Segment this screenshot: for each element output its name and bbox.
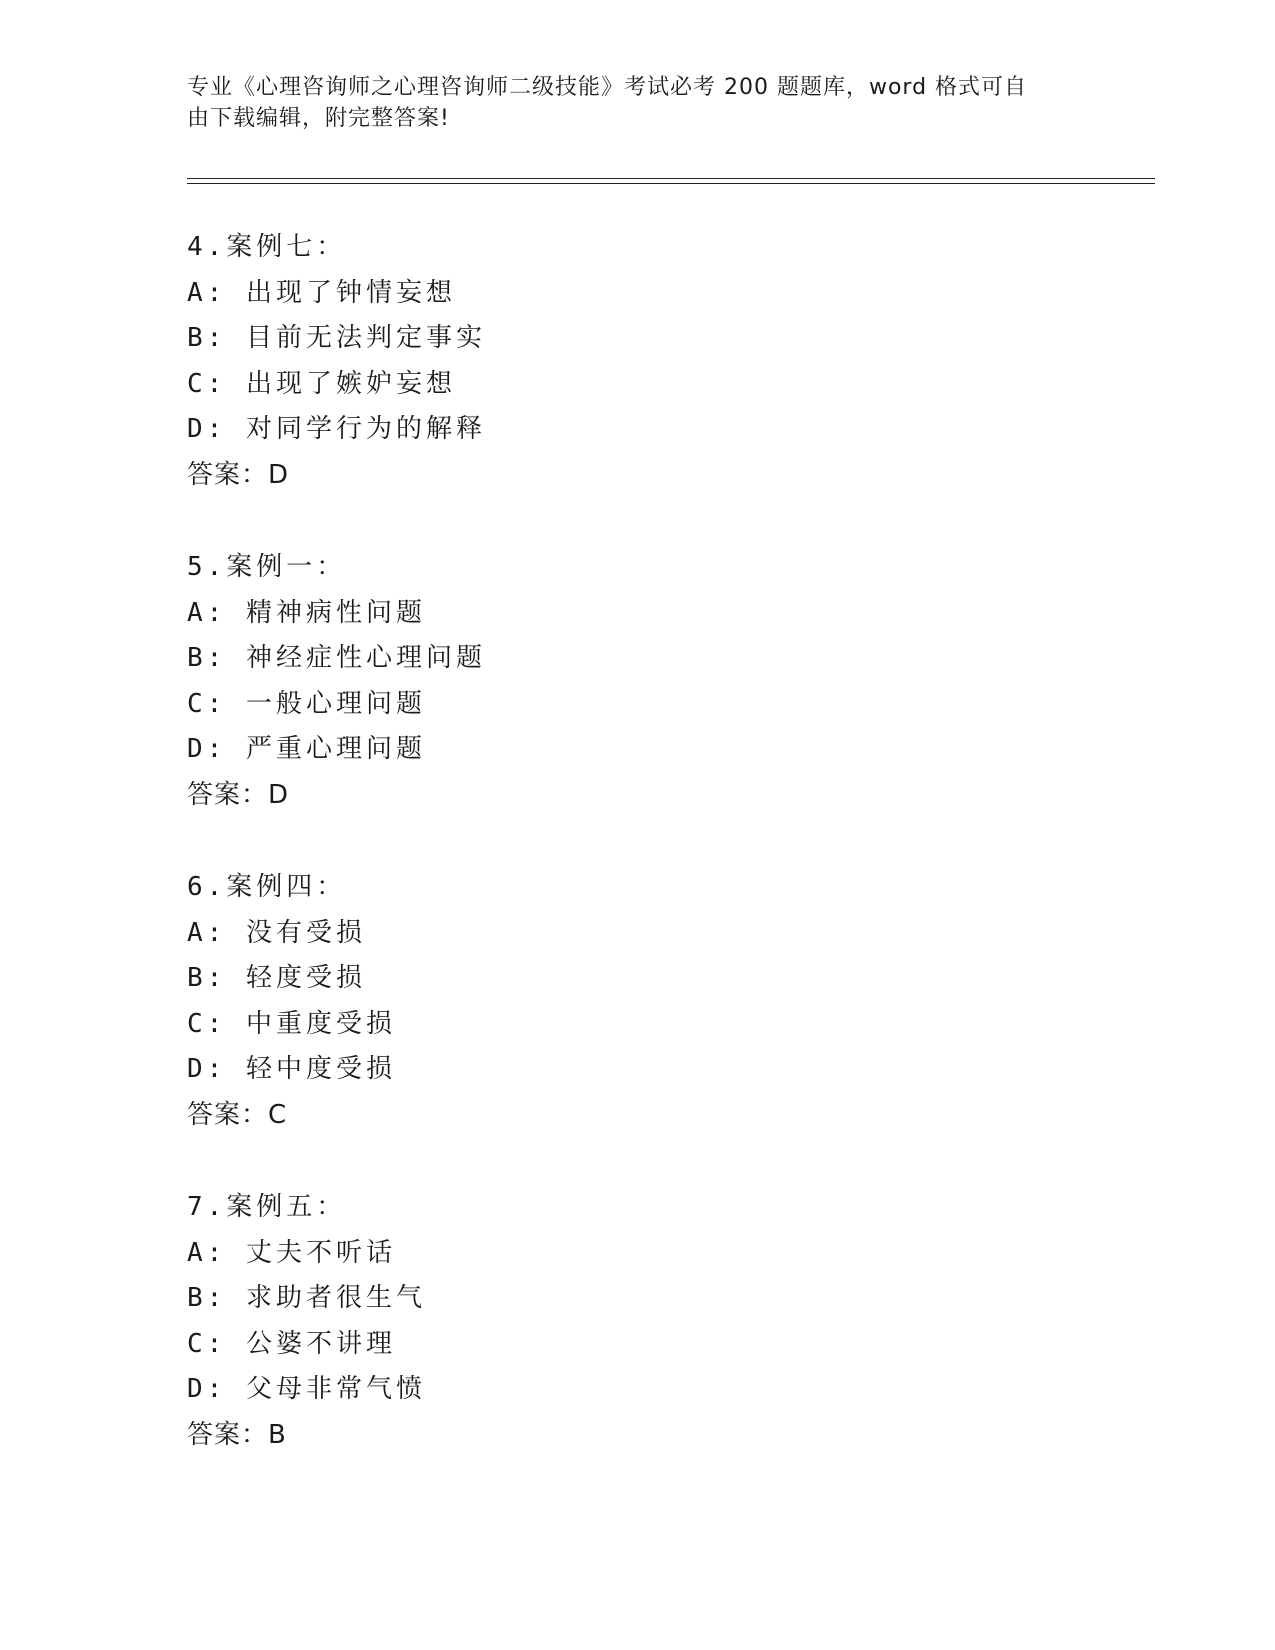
question-block [187,545,486,819]
option-b: B: 目前无法判定事实 [187,323,486,354]
header-divider-top [187,178,1155,179]
option-b: B: 轻度受损 [187,963,366,994]
question-title: 7.案例五： [187,1192,347,1222]
answer-line: 答案：D [187,779,290,810]
option-d: D: 对同学行为的解释 [187,414,486,445]
answer-line: 答案：D [187,459,290,490]
option-c: C: 一般心理问题 [187,688,426,719]
header-line-1: 专业《心理咨询师之心理咨询师二级技能》考试必考 200 题题库，word 格式可自 [187,75,1028,100]
option-a: A: 没有受损 [187,917,366,948]
option-a: A: 丈夫不听话 [187,1237,396,1268]
option-c: C: 出现了嫉妒妄想 [187,368,456,399]
option-b: B: 神经症性心理问题 [187,643,486,674]
option-d: D: 严重心理问题 [187,734,426,765]
answer-line: 答案：B [187,1419,287,1450]
question-title: 4.案例七： [187,232,347,262]
question-title: 6.案例四： [187,872,347,902]
option-a: A: 出现了钟情妄想 [187,277,456,308]
document-header [187,72,1067,134]
question-title: 5.案例一： [187,552,347,582]
option-c: C: 公婆不讲理 [187,1328,396,1359]
option-b: B: 求助者很生气 [187,1283,426,1314]
option-a: A: 精神病性问题 [187,597,426,628]
header-divider-bottom [187,183,1155,184]
question-block [187,1185,426,1459]
question-block [187,865,396,1139]
option-d: D: 父母非常气愤 [187,1374,426,1405]
header-line-2: 由下载编辑，附完整答案! [187,106,450,131]
option-d: D: 轻中度受损 [187,1054,396,1085]
question-block [187,225,486,499]
answer-line: 答案：C [187,1099,288,1130]
option-c: C: 中重度受损 [187,1008,396,1039]
